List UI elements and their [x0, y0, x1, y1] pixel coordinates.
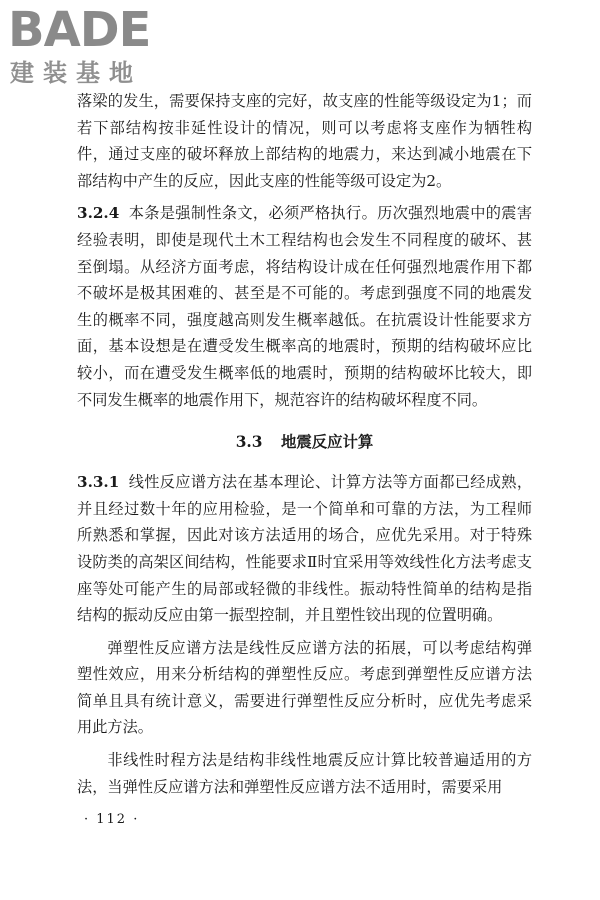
clause-number: 3.3.1	[77, 473, 120, 492]
paragraph-elastoplastic: 弹塑性反应谱方法是线性反应谱方法的拓展，可以考虑结构弹塑性效应，用来分析结构的弹塑性反应。考虑到弹塑性反应谱方法简单且具有统计意义，需要进行弹塑性反应分析时，应优先考虑采用此方法。	[77, 638, 532, 737]
section-title-text: 地震反应计算	[280, 433, 374, 452]
clause-3-3-1	[77, 469, 532, 629]
logo-tagline: 建装基地	[10, 59, 142, 87]
paragraph-nonlinear: 非线性时程方法是结构非线性地震反应计算比较普遍适用的方法，当弹性反应谱方法和弹塑性反应谱方法不适用时，需要采用	[77, 751, 532, 796]
clause-text: 线性反应谱方法在基本理论、计算方法等方面都已经成熟，并且经过数十年的应用检验，是一个简单和可靠的方法，为工程师所熟悉和掌握，因此对该方法适用的场合，应优先采用。对于特殊设防类的高架区间结构，性能要求Ⅱ时宜采用等效线性化方法考虑支座等处可能产生的局部或轻微的非线性。振动特性简单的结构是指结构的振动反应由第一振型控制，并且塑性铰出现的位置明确。	[77, 473, 532, 625]
brand-logo	[2, 2, 177, 92]
clause-3-2-4	[77, 200, 532, 413]
document-body	[77, 88, 532, 800]
page-number: · 112 ·	[84, 812, 140, 827]
paragraph-continued: 落梁的发生，需要保持支座的完好，故支座的性能等级设定为1；而若下部结构按非延性设计的情况，则可以考虑将支座作为牺牲构件，通过支座的破坏释放上部结构的地震力，来达到减小地震在下部结构中产生的反应，因此支座的性能等级可设定为2。	[77, 92, 532, 190]
section-number: 3.3	[235, 433, 263, 452]
clause-text: 本条是强制性条文，必须严格执行。历次强烈地震中的震害经验表明，即使是现代土木工程结构也会发生不同程度的破坏、甚至倒塌。从经济方面考虑，将结构设计成在任何强烈地震作用下都不破坏是极其困难的、甚至是不可能的。考虑到强度不同的地震发生的概率不同，强度越高则发生概率越低。在抗震设计性能要求方面，基本设想是在遭受发生概率高的地震时，预期的结构破坏应比较小，而在遭受发生概率低的地震时，预期的结构破坏比较大，即不同发生概率的地震作用下，规范容许的结构破坏程度不同。	[77, 204, 532, 409]
clause-number: 3.2.4	[77, 204, 120, 223]
logo-wordmark: BADE	[8, 2, 151, 58]
section-heading	[77, 429, 532, 455]
